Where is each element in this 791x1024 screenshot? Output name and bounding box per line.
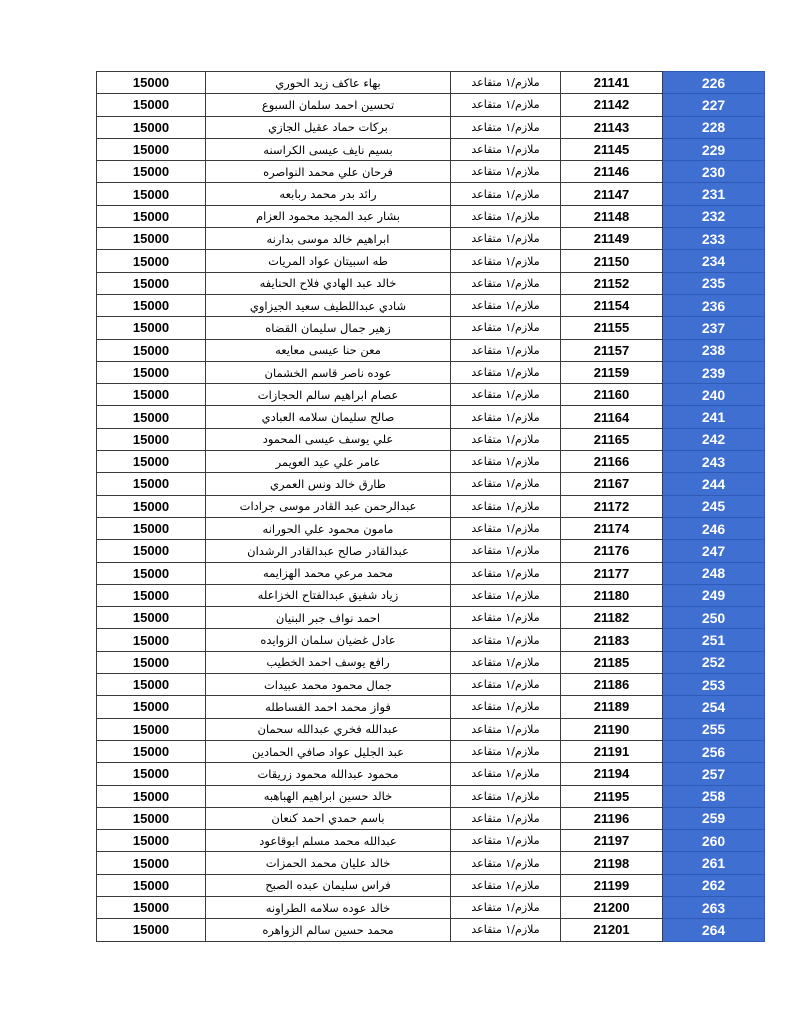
- amount-cell: 15000: [97, 72, 206, 94]
- table-row: [97, 919, 765, 941]
- name-cell: خالد عليان محمد الحمزات: [206, 852, 451, 874]
- name-cell: رائد بدر محمد ربابعه: [206, 183, 451, 205]
- table-row: [97, 495, 765, 517]
- table-row: [97, 517, 765, 539]
- table-row: [97, 785, 765, 807]
- table-row: [97, 874, 765, 896]
- serial-number-cell: 238: [663, 339, 765, 361]
- serial-number-cell: 262: [663, 874, 765, 896]
- military-number-cell: 21195: [561, 785, 663, 807]
- serial-number-cell: 227: [663, 94, 765, 116]
- name-cell: طه اسبيتان عواد المريات: [206, 250, 451, 272]
- table-row: [97, 629, 765, 651]
- serial-number-cell: 256: [663, 740, 765, 762]
- military-number-cell: 21147: [561, 183, 663, 205]
- amount-cell: 15000: [97, 584, 206, 606]
- military-number-cell: 21183: [561, 629, 663, 651]
- rank-cell: ملازم/١ متقاعد: [451, 517, 561, 539]
- rank-cell: ملازم/١ متقاعد: [451, 763, 561, 785]
- military-number-cell: 21194: [561, 763, 663, 785]
- amount-cell: 15000: [97, 294, 206, 316]
- amount-cell: 15000: [97, 740, 206, 762]
- amount-cell: 15000: [97, 250, 206, 272]
- name-cell: بركات حماد عقيل الجازي: [206, 116, 451, 138]
- military-number-cell: 21197: [561, 830, 663, 852]
- amount-cell: 15000: [97, 919, 206, 941]
- table-row: [97, 830, 765, 852]
- amount-cell: 15000: [97, 896, 206, 918]
- serial-number-cell: 248: [663, 562, 765, 584]
- amount-cell: 15000: [97, 562, 206, 584]
- amount-cell: 15000: [97, 205, 206, 227]
- rank-cell: ملازم/١ متقاعد: [451, 250, 561, 272]
- rank-cell: ملازم/١ متقاعد: [451, 406, 561, 428]
- name-cell: باسم حمدي احمد كنعان: [206, 807, 451, 829]
- table-row: [97, 807, 765, 829]
- military-number-cell: 21185: [561, 651, 663, 673]
- table-row: [97, 317, 765, 339]
- rank-cell: ملازم/١ متقاعد: [451, 317, 561, 339]
- military-number-cell: 21172: [561, 495, 663, 517]
- table-row: [97, 183, 765, 205]
- rank-cell: ملازم/١ متقاعد: [451, 428, 561, 450]
- name-cell: عبد الجليل عواد صافي الحمادين: [206, 740, 451, 762]
- table-row: [97, 205, 765, 227]
- amount-cell: 15000: [97, 94, 206, 116]
- rank-cell: ملازم/١ متقاعد: [451, 183, 561, 205]
- serial-number-cell: 252: [663, 651, 765, 673]
- military-number-cell: 21157: [561, 339, 663, 361]
- name-cell: عبدالقادر صالح عبدالقادر الرشدان: [206, 540, 451, 562]
- military-number-cell: 21191: [561, 740, 663, 762]
- serial-number-cell: 237: [663, 317, 765, 339]
- military-number-cell: 21200: [561, 896, 663, 918]
- amount-cell: 15000: [97, 361, 206, 383]
- military-number-cell: 21174: [561, 517, 663, 539]
- amount-cell: 15000: [97, 874, 206, 896]
- table-row: [97, 294, 765, 316]
- name-cell: بسيم نايف عيسى الكراسنه: [206, 138, 451, 160]
- serial-number-cell: 251: [663, 629, 765, 651]
- military-number-cell: 21186: [561, 674, 663, 696]
- name-cell: محمد مرعي محمد الهزايمه: [206, 562, 451, 584]
- table-row: [97, 584, 765, 606]
- amount-cell: 15000: [97, 339, 206, 361]
- table-row: [97, 651, 765, 673]
- military-number-cell: 21167: [561, 473, 663, 495]
- rank-cell: ملازم/١ متقاعد: [451, 651, 561, 673]
- table-row: [97, 607, 765, 629]
- military-number-cell: 21190: [561, 718, 663, 740]
- table-row: [97, 852, 765, 874]
- military-number-cell: 21196: [561, 807, 663, 829]
- amount-cell: 15000: [97, 517, 206, 539]
- serial-number-cell: 236: [663, 294, 765, 316]
- serial-number-cell: 232: [663, 205, 765, 227]
- name-cell: احمد نواف جبر البنيان: [206, 607, 451, 629]
- serial-number-cell: 242: [663, 428, 765, 450]
- serial-number-cell: 263: [663, 896, 765, 918]
- serial-number-cell: 231: [663, 183, 765, 205]
- name-cell: فرحان علي محمد النواصره: [206, 161, 451, 183]
- military-number-cell: 21176: [561, 540, 663, 562]
- serial-number-cell: 264: [663, 919, 765, 941]
- military-number-cell: 21199: [561, 874, 663, 896]
- military-number-cell: 21146: [561, 161, 663, 183]
- serial-number-cell: 239: [663, 361, 765, 383]
- amount-cell: 15000: [97, 607, 206, 629]
- military-number-cell: 21154: [561, 294, 663, 316]
- serial-number-cell: 229: [663, 138, 765, 160]
- military-number-cell: 21189: [561, 696, 663, 718]
- table-row: [97, 250, 765, 272]
- military-number-cell: 21148: [561, 205, 663, 227]
- name-cell: عصام ابراهيم سالم الحجازات: [206, 384, 451, 406]
- table-row: [97, 740, 765, 762]
- amount-cell: 15000: [97, 718, 206, 740]
- serial-number-cell: 228: [663, 116, 765, 138]
- table-row: [97, 228, 765, 250]
- rank-cell: ملازم/١ متقاعد: [451, 384, 561, 406]
- serial-number-cell: 244: [663, 473, 765, 495]
- amount-cell: 15000: [97, 495, 206, 517]
- amount-cell: 15000: [97, 651, 206, 673]
- name-cell: فراس سليمان عبده الصبح: [206, 874, 451, 896]
- rank-cell: ملازم/١ متقاعد: [451, 696, 561, 718]
- rank-cell: ملازم/١ متقاعد: [451, 361, 561, 383]
- rank-cell: ملازم/١ متقاعد: [451, 495, 561, 517]
- name-cell: زهير جمال سليمان القضاه: [206, 317, 451, 339]
- name-cell: خالد عبد الهادي فلاح الحنايفه: [206, 272, 451, 294]
- amount-cell: 15000: [97, 138, 206, 160]
- table-row: [97, 339, 765, 361]
- amount-cell: 15000: [97, 696, 206, 718]
- table-row: [97, 896, 765, 918]
- rank-cell: ملازم/١ متقاعد: [451, 161, 561, 183]
- rank-cell: ملازم/١ متقاعد: [451, 740, 561, 762]
- military-number-cell: 21180: [561, 584, 663, 606]
- name-cell: محمد حسين سالم الزواهره: [206, 919, 451, 941]
- table-row: [97, 72, 765, 94]
- table-row: [97, 94, 765, 116]
- serial-number-cell: 230: [663, 161, 765, 183]
- amount-cell: 15000: [97, 807, 206, 829]
- serial-number-cell: 233: [663, 228, 765, 250]
- serial-number-cell: 246: [663, 517, 765, 539]
- military-number-cell: 21149: [561, 228, 663, 250]
- rank-cell: ملازم/١ متقاعد: [451, 562, 561, 584]
- records-table: [96, 71, 765, 942]
- rank-cell: ملازم/١ متقاعد: [451, 228, 561, 250]
- name-cell: عبدالله محمد مسلم ابوقاعود: [206, 830, 451, 852]
- amount-cell: 15000: [97, 852, 206, 874]
- amount-cell: 15000: [97, 228, 206, 250]
- amount-cell: 15000: [97, 384, 206, 406]
- serial-number-cell: 226: [663, 72, 765, 94]
- military-number-cell: 21182: [561, 607, 663, 629]
- rank-cell: ملازم/١ متقاعد: [451, 830, 561, 852]
- rank-cell: ملازم/١ متقاعد: [451, 138, 561, 160]
- military-number-cell: 21166: [561, 451, 663, 473]
- name-cell: شادي عبداللطيف سعيد الجيزاوي: [206, 294, 451, 316]
- name-cell: عامر علي عيد العويمر: [206, 451, 451, 473]
- table-row: [97, 763, 765, 785]
- table-row: [97, 116, 765, 138]
- amount-cell: 15000: [97, 830, 206, 852]
- rank-cell: ملازم/١ متقاعد: [451, 205, 561, 227]
- military-number-cell: 21201: [561, 919, 663, 941]
- name-cell: بهاء عاكف زيد الحوري: [206, 72, 451, 94]
- amount-cell: 15000: [97, 428, 206, 450]
- military-number-cell: 21165: [561, 428, 663, 450]
- serial-number-cell: 259: [663, 807, 765, 829]
- rank-cell: ملازم/١ متقاعد: [451, 629, 561, 651]
- table-row: [97, 161, 765, 183]
- name-cell: طارق خالد ونس العمري: [206, 473, 451, 495]
- serial-number-cell: 255: [663, 718, 765, 740]
- serial-number-cell: 245: [663, 495, 765, 517]
- name-cell: عبدالرحمن عبد القادر موسى جرادات: [206, 495, 451, 517]
- amount-cell: 15000: [97, 785, 206, 807]
- name-cell: خالد حسين ابراهيم الهباهبه: [206, 785, 451, 807]
- amount-cell: 15000: [97, 629, 206, 651]
- name-cell: مامون محمود علي الحورانه: [206, 517, 451, 539]
- serial-number-cell: 261: [663, 852, 765, 874]
- military-number-cell: 21159: [561, 361, 663, 383]
- amount-cell: 15000: [97, 116, 206, 138]
- name-cell: رافع يوسف احمد الخطيب: [206, 651, 451, 673]
- rank-cell: ملازم/١ متقاعد: [451, 785, 561, 807]
- name-cell: عادل غضيان سلمان الزوايده: [206, 629, 451, 651]
- amount-cell: 15000: [97, 451, 206, 473]
- rank-cell: ملازم/١ متقاعد: [451, 874, 561, 896]
- amount-cell: 15000: [97, 763, 206, 785]
- rank-cell: ملازم/١ متقاعد: [451, 852, 561, 874]
- name-cell: بشار عبد المجيد محمود العزام: [206, 205, 451, 227]
- serial-number-cell: 257: [663, 763, 765, 785]
- amount-cell: 15000: [97, 674, 206, 696]
- table-row: [97, 540, 765, 562]
- military-number-cell: 21152: [561, 272, 663, 294]
- table-row: [97, 138, 765, 160]
- rank-cell: ملازم/١ متقاعد: [451, 116, 561, 138]
- name-cell: علي يوسف عيسى المحمود: [206, 428, 451, 450]
- table-row: [97, 562, 765, 584]
- name-cell: عوده ناصر قاسم الخشمان: [206, 361, 451, 383]
- serial-number-cell: 260: [663, 830, 765, 852]
- rank-cell: ملازم/١ متقاعد: [451, 540, 561, 562]
- serial-number-cell: 247: [663, 540, 765, 562]
- serial-number-cell: 240: [663, 384, 765, 406]
- rank-cell: ملازم/١ متقاعد: [451, 584, 561, 606]
- amount-cell: 15000: [97, 406, 206, 428]
- name-cell: تحسين احمد سلمان السبوع: [206, 94, 451, 116]
- rank-cell: ملازم/١ متقاعد: [451, 339, 561, 361]
- rank-cell: ملازم/١ متقاعد: [451, 451, 561, 473]
- military-number-cell: 21143: [561, 116, 663, 138]
- military-number-cell: 21198: [561, 852, 663, 874]
- serial-number-cell: 258: [663, 785, 765, 807]
- name-cell: صالح سليمان سلامه العبادي: [206, 406, 451, 428]
- military-number-cell: 21141: [561, 72, 663, 94]
- rank-cell: ملازم/١ متقاعد: [451, 919, 561, 941]
- military-number-cell: 21177: [561, 562, 663, 584]
- name-cell: ابراهيم خالد موسى بدارنه: [206, 228, 451, 250]
- amount-cell: 15000: [97, 473, 206, 495]
- serial-number-cell: 249: [663, 584, 765, 606]
- serial-number-cell: 235: [663, 272, 765, 294]
- amount-cell: 15000: [97, 161, 206, 183]
- military-number-cell: 21150: [561, 250, 663, 272]
- military-number-cell: 21142: [561, 94, 663, 116]
- table-row: [97, 451, 765, 473]
- name-cell: محمود عبدالله محمود زريقات: [206, 763, 451, 785]
- amount-cell: 15000: [97, 183, 206, 205]
- military-number-cell: 21164: [561, 406, 663, 428]
- table-row: [97, 361, 765, 383]
- rank-cell: ملازم/١ متقاعد: [451, 718, 561, 740]
- rank-cell: ملازم/١ متقاعد: [451, 607, 561, 629]
- table-row: [97, 272, 765, 294]
- military-number-cell: 21145: [561, 138, 663, 160]
- rank-cell: ملازم/١ متقاعد: [451, 72, 561, 94]
- serial-number-cell: 253: [663, 674, 765, 696]
- serial-number-cell: 243: [663, 451, 765, 473]
- records-table-body: [97, 72, 765, 942]
- amount-cell: 15000: [97, 317, 206, 339]
- rank-cell: ملازم/١ متقاعد: [451, 294, 561, 316]
- rank-cell: ملازم/١ متقاعد: [451, 272, 561, 294]
- name-cell: خالد عوده سلامه الطراونه: [206, 896, 451, 918]
- name-cell: معن حنا عيسى معايعه: [206, 339, 451, 361]
- rank-cell: ملازم/١ متقاعد: [451, 807, 561, 829]
- table-row: [97, 384, 765, 406]
- rank-cell: ملازم/١ متقاعد: [451, 896, 561, 918]
- name-cell: عبدالله فخري عبدالله سحمان: [206, 718, 451, 740]
- military-number-cell: 21155: [561, 317, 663, 339]
- rank-cell: ملازم/١ متقاعد: [451, 94, 561, 116]
- name-cell: جمال محمود محمد عبيدات: [206, 674, 451, 696]
- serial-number-cell: 250: [663, 607, 765, 629]
- rank-cell: ملازم/١ متقاعد: [451, 674, 561, 696]
- table-row: [97, 696, 765, 718]
- serial-number-cell: 234: [663, 250, 765, 272]
- table-row: [97, 406, 765, 428]
- table-row: [97, 674, 765, 696]
- military-number-cell: 21160: [561, 384, 663, 406]
- amount-cell: 15000: [97, 540, 206, 562]
- table-row: [97, 718, 765, 740]
- amount-cell: 15000: [97, 272, 206, 294]
- name-cell: زياد شفيق عبدالفتاح الخزاعله: [206, 584, 451, 606]
- serial-number-cell: 241: [663, 406, 765, 428]
- name-cell: فواز محمد احمد الفساطله: [206, 696, 451, 718]
- table-row: [97, 428, 765, 450]
- serial-number-cell: 254: [663, 696, 765, 718]
- table-row: [97, 473, 765, 495]
- rank-cell: ملازم/١ متقاعد: [451, 473, 561, 495]
